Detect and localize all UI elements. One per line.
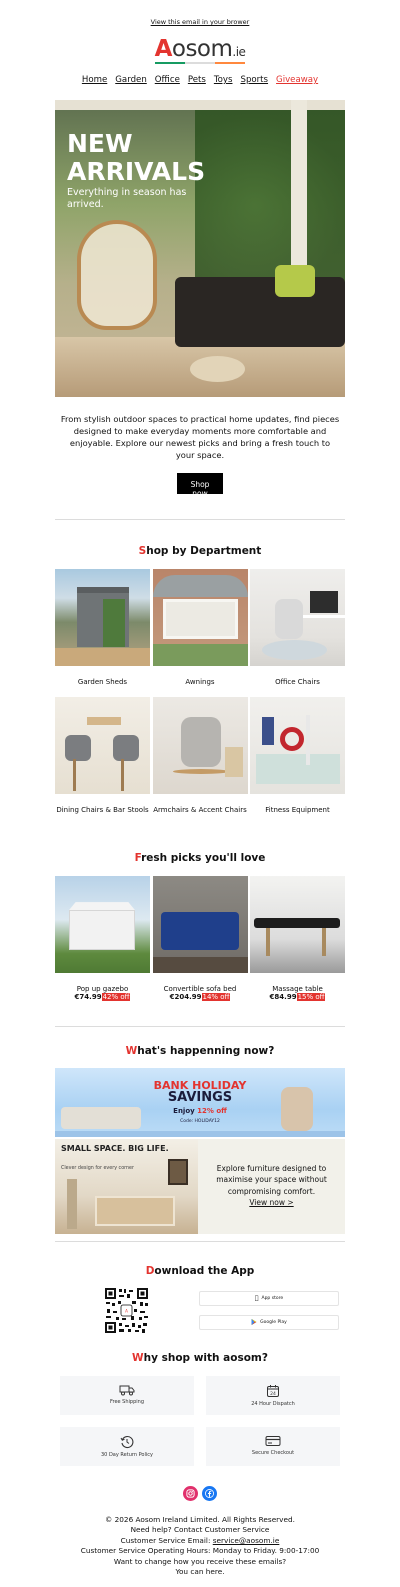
calendar-24-icon: [266, 1384, 280, 1398]
pick-gazebo[interactable]: Pop up gazebo €74.9942% off: [55, 876, 150, 1014]
departments-grid: [55, 569, 345, 825]
why-secure: Secure Checkout: [206, 1427, 340, 1466]
shop-now-button[interactable]: Shop now: [177, 473, 223, 494]
dept-garden-sheds[interactable]: Garden Sheds: [55, 569, 150, 697]
hero-title: NEW ARRIVALS: [67, 129, 206, 186]
nav-home[interactable]: Home: [81, 75, 108, 85]
hero-hedge: [195, 110, 345, 300]
pick-image: [153, 876, 248, 973]
dept-image: [250, 569, 345, 666]
dept-office-chairs[interactable]: Office Chairs: [250, 569, 345, 697]
app-row: [55, 1287, 345, 1334]
app-store-button[interactable]: App store: [199, 1291, 339, 1306]
discount-badge: 15% off: [297, 993, 325, 1002]
store-buttons: [199, 1287, 339, 1330]
hero-hanging-chair: [77, 220, 157, 330]
pick-sofa-bed[interactable]: Convertible sofa bed €204.9914% off: [153, 876, 248, 1014]
hero-cushion: [275, 265, 315, 297]
dept-image: [153, 569, 248, 666]
nav-office[interactable]: Office: [154, 75, 180, 85]
footer-email-link[interactable]: service@aosom.ie: [212, 1535, 280, 1545]
view-in-browser-link[interactable]: View this email in your brower: [150, 18, 250, 26]
picks-title: Fresh picks you'll love: [134, 852, 266, 865]
preheader: [0, 0, 400, 30]
hero-sofa: [175, 277, 345, 347]
promo-floor: [55, 1131, 345, 1137]
discount-badge: 42% off: [102, 993, 130, 1002]
hero-banner[interactable]: [55, 100, 345, 397]
intro-text: From stylish outdoor spaces to practical home updates, find pieces designed to make everyday moments more comfortable and enjoyable. Explore our newest picks and bring a fresh touch to your space.: [60, 414, 340, 461]
facebook-icon[interactable]: [202, 1486, 217, 1501]
dept-armchairs[interactable]: Armchairs & Accent Chairs: [153, 697, 248, 825]
top-nav: [0, 63, 400, 100]
dept-dining-chairs[interactable]: Dining Chairs & Bar Stools: [55, 697, 150, 825]
nav-toys[interactable]: Toys: [213, 75, 233, 85]
svg-text:24: 24: [270, 1392, 276, 1398]
social-links: [0, 1486, 400, 1502]
footer-copyright: © 2026 Aosom Ireland Limited. All Rights Reserved.: [105, 1515, 295, 1525]
card-icon: [265, 1435, 281, 1447]
pick-image: [55, 876, 150, 973]
dept-image: [250, 697, 345, 794]
logo-flag-stripe: [155, 62, 245, 64]
departments-title: Shop by Department: [138, 545, 262, 558]
nav-giveaway[interactable]: Giveaway: [276, 75, 319, 85]
cta-wrap: [0, 461, 400, 519]
pick-massage-table[interactable]: Massage table €84.9915% off: [250, 876, 345, 1014]
hero-subtitle: Everything in season has arrived.: [67, 187, 187, 211]
bank-holiday-banner[interactable]: BANK HOLIDAY SAVINGS Enjoy 12% off Code: HOLIDAY12: [55, 1068, 345, 1137]
dept-image: [55, 569, 150, 666]
why-grid: [60, 1376, 340, 1466]
footer-change: Want to change how you receive these emails?: [113, 1556, 287, 1566]
footer: [0, 1502, 400, 1577]
google-play-icon: [251, 1319, 257, 1327]
logo-wordmark: Aosom.ie: [154, 36, 246, 62]
dept-image: [55, 697, 150, 794]
footer-unsubscribe[interactable]: You can here.: [175, 1566, 225, 1576]
happening-title: What's happenning now?: [125, 1045, 275, 1058]
view-now-link[interactable]: View now >: [249, 1197, 294, 1207]
dept-image: [153, 697, 248, 794]
hero-ottoman: [190, 356, 245, 382]
small-space-image[interactable]: SMALL SPACE. BIG LIFE. Clever design for every corner: [55, 1139, 198, 1234]
small-space-feature: SMALL SPACE. BIG LIFE. Clever design for every corner Explore furniture designed to maximise your space without compromising comfort. View now >: [55, 1139, 345, 1234]
why-title: Why shop with aosom?: [132, 1352, 268, 1365]
apple-icon: [255, 1295, 259, 1302]
why-dispatch: 24 24 Hour Dispatch: [206, 1376, 340, 1415]
clock-return-icon: [120, 1435, 134, 1449]
picks-grid: [55, 876, 345, 1014]
google-play-button[interactable]: Google Play: [199, 1315, 339, 1330]
qr-code: [104, 1287, 149, 1334]
discount-badge: 14% off: [202, 993, 230, 1002]
why-free-shipping: Free Shipping: [60, 1376, 194, 1415]
footer-email-line: Customer Service Email: service@aosom.ie: [120, 1535, 280, 1545]
nav-pets[interactable]: Pets: [187, 75, 206, 85]
footer-hours: Customer Service Operating Hours: Monday to Friday. 9:00-17:00: [80, 1546, 320, 1556]
dept-fitness[interactable]: Fitness Equipment: [250, 697, 345, 825]
footer-help: Need help? Contact Customer Service: [130, 1525, 270, 1535]
app-title: Download the App: [145, 1265, 255, 1278]
why-returns: 30 Day Return Policy: [60, 1427, 194, 1466]
nav-sports[interactable]: Sports: [240, 75, 269, 85]
pick-image: [250, 876, 345, 973]
svg-text:A: A: [125, 1308, 128, 1314]
nav-garden[interactable]: Garden: [115, 75, 147, 85]
truck-icon: [119, 1384, 135, 1396]
dept-awnings[interactable]: Awnings: [153, 569, 248, 697]
instagram-icon[interactable]: [183, 1486, 198, 1501]
brand-logo[interactable]: [0, 30, 400, 63]
